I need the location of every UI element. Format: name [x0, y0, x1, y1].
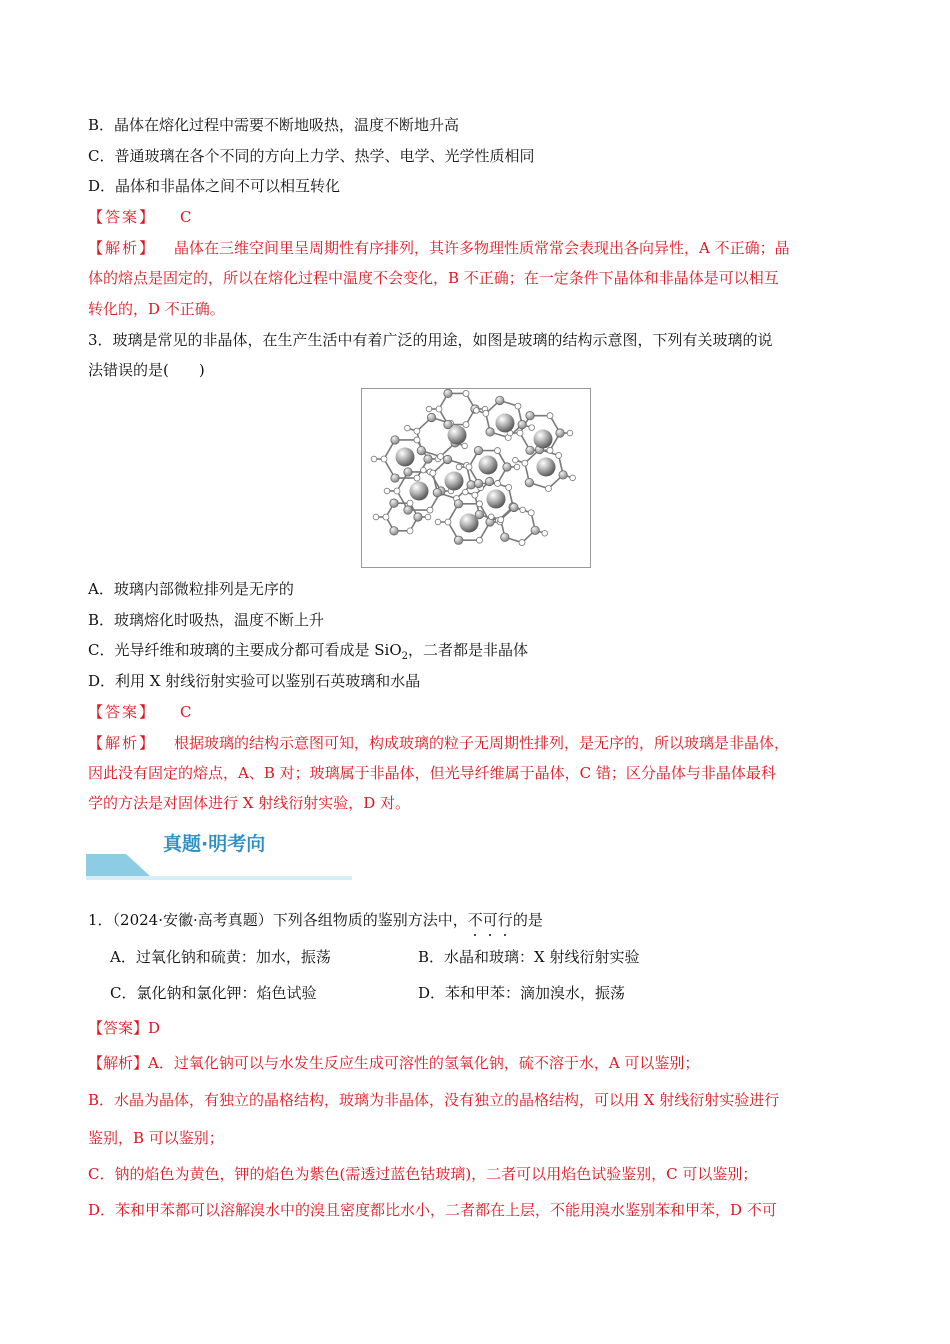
- silicon-atom: [474, 446, 482, 454]
- oxygen-atom: [407, 528, 413, 534]
- oxygen-atom: [437, 454, 443, 460]
- analysis-text: 晶体在三维空间里呈周期性有序排列，其许多物理性质常常会表现出各向异性，A 不正确；晶: [174, 239, 790, 257]
- metal-ion: [479, 456, 498, 475]
- oxygen-atom: [547, 413, 553, 419]
- oxygen-atom: [473, 408, 479, 414]
- q3-option-d: D．利用 X 射线衍射实验可以鉴别石英玻璃和水晶: [88, 672, 421, 690]
- oxygen-atom: [436, 406, 442, 412]
- bond-ring: [386, 503, 418, 531]
- analysis-text: 根据玻璃的结构示意图可知，构成玻璃的粒子无周期性排列，是无序的，所以玻璃是非晶体，: [174, 734, 790, 752]
- q3-option-c-text: C．光导纤维和玻璃的主要成分都可看成是 SiO: [88, 641, 402, 659]
- silicon-atom: [526, 446, 534, 454]
- silicon-atom: [474, 479, 482, 487]
- oxygen-atom: [506, 484, 512, 490]
- oxygen-atom: [556, 452, 562, 458]
- oxygen-atom: [477, 537, 483, 543]
- oxygen-atom: [528, 510, 534, 516]
- silicon-atom: [485, 477, 493, 485]
- oxygen-atom: [570, 475, 576, 481]
- silicon-atom: [444, 420, 452, 428]
- q3-stem-line-2: 法错误的是( ): [88, 361, 205, 379]
- silicon-atom: [559, 471, 567, 479]
- oxygen-atom: [515, 403, 521, 409]
- q2-analysis-line-2: 体的熔点是固定的，所以在熔化过程中温度不会变化，B 不正确；在一定条件下晶体和非晶体是可以相互: [88, 269, 779, 287]
- silicon-atom: [556, 429, 564, 437]
- oxygen-atom: [384, 488, 390, 494]
- oxygen-atom: [445, 519, 451, 525]
- bond-ring: [439, 393, 475, 424]
- oxygen-atom: [394, 488, 400, 494]
- oxygen-atom: [519, 540, 525, 546]
- answer-tag: 【答案】: [88, 703, 157, 721]
- silicon-atom: [525, 478, 533, 486]
- q2-analysis-line-1: [88, 238, 790, 258]
- oxygen-atom: [522, 460, 528, 466]
- analysis-tag: 【解析】: [88, 734, 157, 752]
- q3-analysis-line-1: [88, 733, 789, 753]
- silicon-atom: [467, 481, 475, 489]
- oxygen-atom: [466, 464, 472, 470]
- silicon-atom: [404, 468, 412, 476]
- silicon-atom: [424, 455, 432, 463]
- q3-option-a: A．玻璃内部微粒排列是无序的: [88, 580, 294, 598]
- oxygen-atom: [414, 428, 420, 434]
- oxygen-atom: [542, 530, 548, 536]
- oxygen-atom: [495, 448, 501, 454]
- exam-q1-option-b: B．水晶和玻璃：X 射线衍射实验: [418, 948, 640, 966]
- oxygen-atom: [427, 507, 433, 513]
- emphasis-char: 行: [497, 911, 513, 929]
- metal-ion: [460, 514, 479, 533]
- metal-ion: [445, 472, 464, 491]
- oxygen-atom: [383, 514, 389, 520]
- exam-q1-option-d: D．苯和甲苯：滴加溴水，振荡: [418, 984, 626, 1002]
- exam-q1-analysis-line-3: 鉴别，B 可以鉴别；: [88, 1129, 224, 1147]
- silicon-atom: [443, 455, 451, 463]
- silicon-atom: [454, 500, 462, 508]
- silicon-atom: [526, 411, 534, 419]
- oxygen-atom: [483, 410, 489, 416]
- silicon-atom: [414, 513, 422, 521]
- q3-option-c: [88, 640, 528, 667]
- oxygen-atom: [498, 517, 504, 523]
- exam-q1-answer: 【答案】D: [88, 1019, 161, 1037]
- q2-option-b: B．晶体在熔化过程中需要不断地吸热，温度不断地升高: [88, 116, 460, 134]
- exam-q1-option-c: C．氯化钠和氯化钾：焰色试验: [110, 984, 317, 1002]
- exam-q1-analysis-line-2: B．水晶为晶体，有独立的晶格结构，玻璃为非晶体，没有独立的晶格结构，可以用 X 射线衍射实验进行: [88, 1091, 780, 1109]
- q3-stem-line-1: 3．玻璃是常见的非晶体，在生产生活中有着广泛的用途，如图是玻璃的结构示意图，下列有关玻璃的说: [88, 331, 773, 349]
- silicon-atom: [503, 463, 511, 471]
- answer-value: C: [180, 208, 192, 226]
- q3-answer: [88, 702, 192, 722]
- silicon-atom: [518, 420, 526, 428]
- oxygen-atom: [463, 390, 469, 396]
- silicon-atom: [454, 536, 462, 544]
- q2-answer: [88, 207, 192, 227]
- silicon-atom: [531, 526, 539, 534]
- silicon-atom: [444, 389, 452, 397]
- oxygen-atom: [373, 514, 379, 520]
- exam-q1-stem: [88, 910, 543, 930]
- silicon-atom: [417, 446, 425, 454]
- metal-ion: [537, 458, 556, 477]
- oxygen-atom: [414, 475, 420, 481]
- emphasis-char: 不: [467, 911, 483, 929]
- metal-ion: [410, 482, 429, 501]
- oxygen-atom: [567, 430, 573, 436]
- oxygen-atom: [463, 489, 469, 495]
- oxygen-atom: [520, 507, 526, 513]
- q2-option-d: D．晶体和非晶体之间不可以相互转化: [88, 177, 341, 195]
- glass-structure-figure: [361, 388, 591, 568]
- answer-tag: 【答案】: [88, 208, 157, 226]
- oxygen-atom: [547, 447, 553, 453]
- metal-ion: [496, 414, 515, 433]
- oxygen-atom: [381, 456, 387, 462]
- metal-ion: [487, 490, 506, 509]
- oxygen-atom: [472, 492, 478, 498]
- exam-q1-option-a: A．过氧化钠和硫黄：加水，振荡: [110, 948, 331, 966]
- silicon-atom: [404, 506, 412, 514]
- silicon-atom: [486, 428, 494, 436]
- silicon-atom: [433, 488, 441, 496]
- section-title: 真题·明考向: [163, 833, 266, 855]
- silicon-atom: [496, 396, 504, 404]
- oxygen-atom: [513, 457, 519, 463]
- q3-option-c-subscript: 2: [401, 651, 408, 662]
- oxygen-atom: [405, 425, 411, 431]
- oxygen-atom: [421, 467, 427, 473]
- silicon-atom: [390, 527, 398, 535]
- analysis-tag: 【解析】: [88, 239, 157, 257]
- exam-q1-analysis-line-4: C．钠的焰色为黄色，钾的焰色为紫色(需透过蓝色钴玻璃)，二者可以用焰色试验鉴别，C 可以鉴别；: [88, 1165, 758, 1183]
- oxygen-atom: [529, 425, 535, 431]
- oxygen-atom: [371, 456, 377, 462]
- exam-q1-analysis-line-1: 【解析】A．过氧化钠可以与水发生反应生成可溶性的氢氧化钠，硫不溶于水，A 可以鉴别；: [88, 1054, 700, 1072]
- exam-q1-stem-text: 1．（2024·安徽·高考真题）下列各组物质的鉴别方法中，: [88, 911, 468, 929]
- silicon-atom: [391, 436, 399, 444]
- metal-ion: [534, 430, 553, 449]
- oxygen-atom: [517, 430, 523, 436]
- oxygen-atom: [425, 514, 431, 520]
- silicon-atom: [390, 499, 398, 507]
- emphasis-char: 可: [482, 911, 498, 929]
- q3-analysis-line-2: 因此没有固定的熔点，A、B 对；玻璃属于非晶体，但光导纤维属于晶体，C 错；区分晶体与非晶体最科: [88, 764, 776, 782]
- q3-option-b: B．玻璃熔化时吸热，温度不断上升: [88, 611, 325, 629]
- metal-ion: [448, 426, 467, 445]
- oxygen-atom: [456, 464, 462, 470]
- oxygen-atom: [430, 470, 436, 476]
- silicon-atom: [510, 503, 518, 511]
- q3-analysis-line-3: 学的方法是对固体进行 X 射线衍射实验，D 对。: [88, 794, 411, 812]
- oxygen-atom: [462, 443, 468, 449]
- oxygen-atom: [435, 519, 441, 525]
- oxygen-atom: [514, 464, 520, 470]
- oxygen-atom: [426, 406, 432, 412]
- oxygen-atom: [477, 501, 483, 507]
- q3-option-c-tail: ，二者都是非晶体: [408, 641, 529, 659]
- q2-option-c: C．普通玻璃在各个不同的方向上力学、热学、电学、光学性质相同: [88, 147, 535, 165]
- exam-q1-analysis-line-5: D．苯和甲苯都可以溶解溴水中的溴且密度都比水小，二者都在上层，不能用溴水鉴别苯和甲苯，D 不可: [88, 1201, 777, 1219]
- silicon-atom: [391, 474, 399, 482]
- metal-ion: [396, 448, 415, 467]
- oxygen-atom: [495, 480, 501, 486]
- oxygen-atom: [488, 514, 494, 520]
- oxygen-atom: [407, 500, 413, 506]
- oxygen-atom: [414, 437, 420, 443]
- silicon-atom: [501, 533, 509, 541]
- q2-analysis-line-3: 转化的，D 不正确。: [88, 300, 225, 318]
- oxygen-atom: [545, 486, 551, 492]
- silicon-atom: [427, 413, 435, 421]
- exam-q1-stem-tail: 的是: [512, 911, 543, 929]
- answer-value: C: [180, 703, 192, 721]
- oxygen-atom: [463, 422, 469, 428]
